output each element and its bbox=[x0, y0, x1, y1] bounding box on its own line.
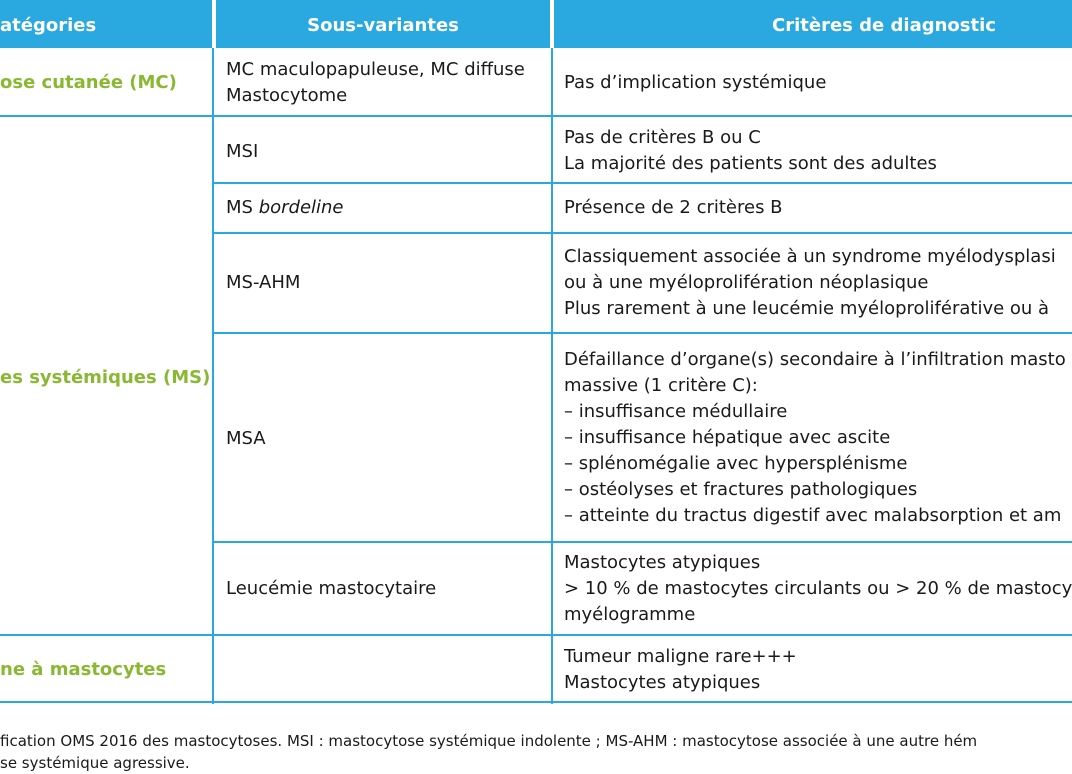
subvariant-leucemie: Leucémie mastocytaire bbox=[226, 578, 437, 599]
grid-hline-ms bbox=[0, 634, 1072, 636]
grid-hline-msa bbox=[214, 541, 1072, 543]
criteria-leucemie: Mastocytes atypiques > 10 % de mastocytes circulants ou > 20 % de mastocy myélogramme bbox=[564, 552, 1072, 625]
criteria-mc: Pas d’implication systémique bbox=[564, 72, 827, 93]
criteria-sarcome: Tumeur maligne rare+++ Mastocytes atypiques bbox=[564, 646, 797, 693]
grid-hline-msahm bbox=[214, 332, 1072, 334]
header-categories: atégories bbox=[0, 15, 97, 36]
category-ms: es systémiques (MS) bbox=[0, 367, 211, 388]
grid-hline-bordeline bbox=[214, 232, 1072, 234]
criteria-bordeline: Présence de 2 critères B bbox=[564, 197, 783, 218]
subvariant-bordeline: MS bordeline bbox=[226, 197, 344, 218]
grid-hline-msi bbox=[214, 182, 1072, 184]
category-mc: ose cutanée (MC) bbox=[0, 72, 177, 93]
grid-vline-2 bbox=[551, 48, 553, 704]
subvariant-msa: MSA bbox=[226, 428, 266, 449]
subvariant-mc: MC maculopapuleuse, MC diffuse Mastocytome bbox=[226, 59, 525, 106]
grid-hline-bottom bbox=[0, 701, 1072, 703]
criteria-msa: Défaillance d’organe(s) secondaire à l’infiltration masto massive (1 critère C): – insuffisance médullaire – insuffisance hépatique avec ascite – splénomégalie avec hypersplénisme – ostéolyses et fractures pathologiques – atteinte du tractus digestif avec malabsorption et am bbox=[564, 349, 1066, 526]
category-sarcome: ne à mastocytes bbox=[0, 659, 167, 680]
grid-vline-1 bbox=[212, 48, 214, 704]
header-sous-variantes: Sous-variantes bbox=[307, 15, 459, 36]
header-criteres: Critères de diagnostic bbox=[772, 15, 996, 36]
table-caption: fication OMS 2016 des mastocytoses. MSI : mastocytose systémique indolente ; MS-AHM : mastocytose associée à une autre hém se systémique agressive. bbox=[0, 732, 978, 772]
criteria-msahm: Classiquement associée à un syndrome myélodysplasi ou à une myéloprolifération néoplasique Plus rarement à une leucémie myéloproliférative ou à bbox=[564, 246, 1056, 319]
criteria-msi: Pas de critères B ou C La majorité des patients sont des adultes bbox=[564, 127, 937, 174]
subvariant-msahm: MS-AHM bbox=[226, 272, 301, 293]
grid-hline-mc bbox=[0, 115, 1072, 117]
subvariant-msi: MSI bbox=[226, 141, 259, 162]
